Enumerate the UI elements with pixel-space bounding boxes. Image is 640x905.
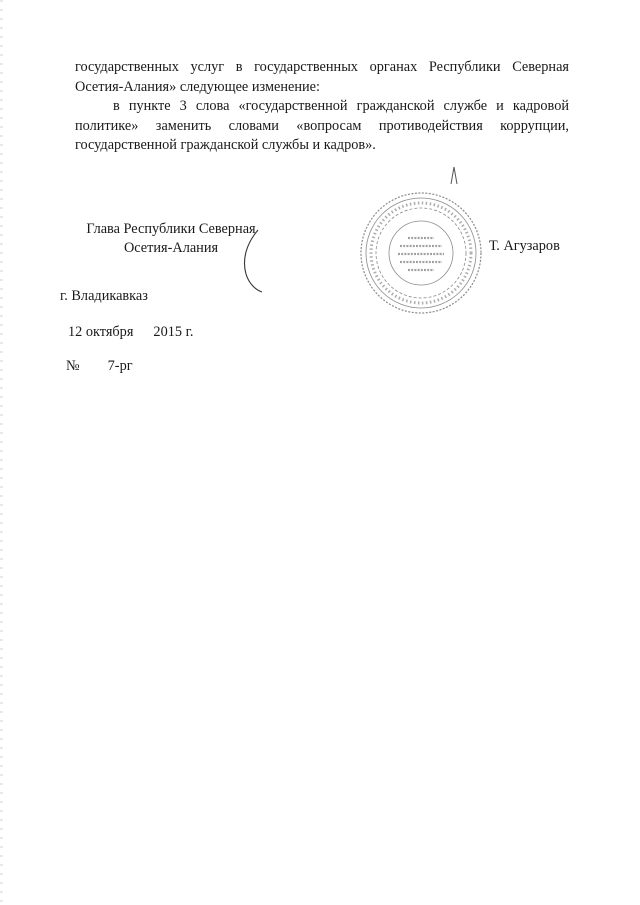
document-city: г. Владикавказ xyxy=(60,288,148,304)
handwritten-signature-icon xyxy=(236,226,276,296)
date-year: 2015 г. xyxy=(153,324,194,340)
signatory-title-line1: Глава Республики Северная xyxy=(86,221,256,237)
document-body xyxy=(75,58,569,156)
number-sign: № xyxy=(66,358,80,374)
seal-mark-icon xyxy=(448,164,462,186)
paragraph-continuation: государственных услуг в государственных органах Республики Северная Осетия-Алания» следующее изменение: xyxy=(75,59,569,95)
signatory-title-line2: Осетия-Алания xyxy=(123,240,219,256)
official-seal-icon xyxy=(358,190,484,316)
number-value: 7-рг xyxy=(107,358,133,374)
date-day-month: 12 октября xyxy=(68,324,134,340)
signatory-name: Т. Агузаров xyxy=(489,238,560,254)
document-date xyxy=(68,324,193,341)
paragraph-amendment: в пункте 3 слова «государственной гражданской службе и кадровой политике» заменить словами «вопросам противодействия коррупции, государственной гражданской службы и кадров». xyxy=(75,98,569,153)
document-number xyxy=(66,358,133,375)
scan-edge-artifact xyxy=(0,0,3,905)
